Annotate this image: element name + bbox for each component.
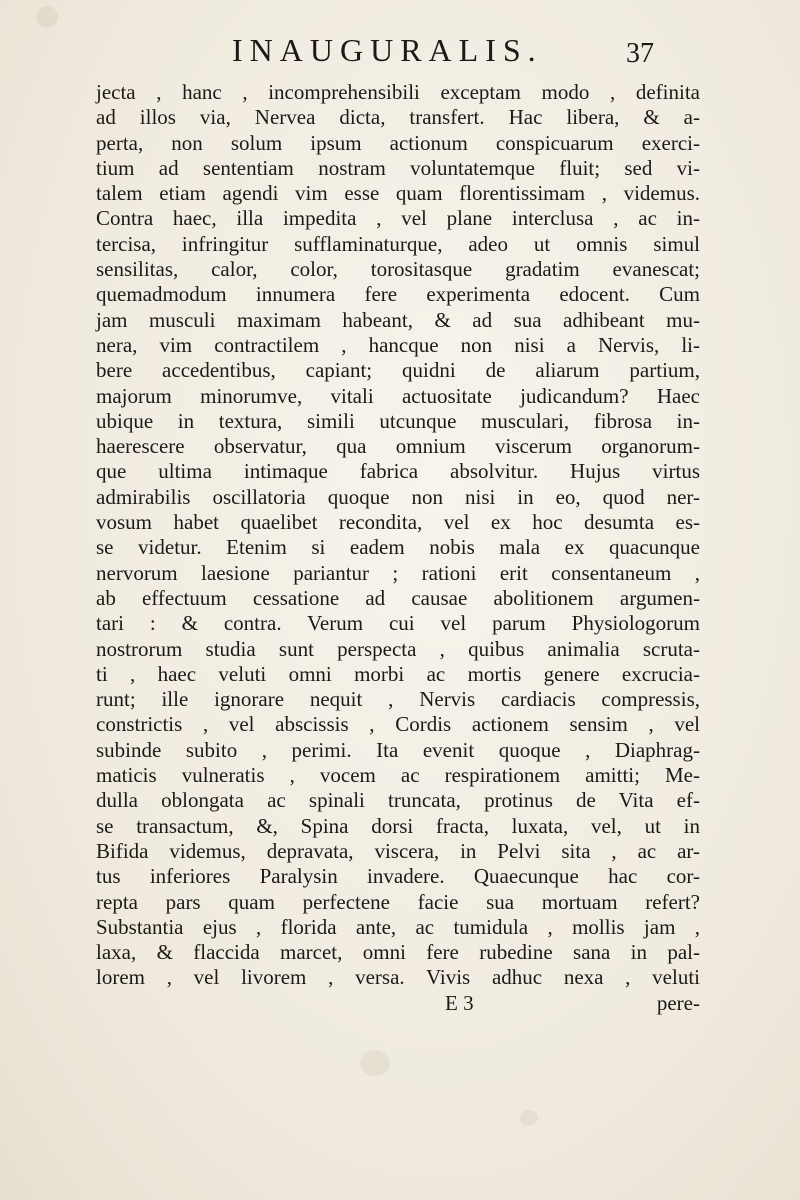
running-title: INAUGURALIS. <box>232 32 543 68</box>
paper-stain <box>360 1050 390 1076</box>
text-line: tari : & contra. Verum cui vel parum Physiologorum <box>96 611 700 636</box>
catchword: pere- <box>656 990 700 1015</box>
paper-stain <box>36 6 58 28</box>
text-line: nervorum laesione pariantur ; rationi erit consentaneum , <box>96 560 700 585</box>
text-line: subinde subito , perimi. Ita evenit quoque , Diaphrag- <box>96 737 700 762</box>
body-text <box>96 80 700 1016</box>
text-line: haerescere observatur, qua omnium viscerum organorum- <box>96 434 700 459</box>
running-head <box>0 30 800 70</box>
text-line: ab effectuum cessatione ad causae abolitionem argumen- <box>96 585 700 610</box>
text-line: dulla oblongata ac spinali truncata, protinus de Vita ef- <box>96 788 700 813</box>
signature-mark: E 3 <box>445 990 474 1015</box>
text-line: que ultima intimaque fabrica absolvitur. Hujus virtus <box>96 459 700 484</box>
text-line: ad illos via, Nervea dicta, transfert. Hac libera, & a- <box>96 105 700 130</box>
text-line: runt; ille ignorare nequit , Nervis cardiacis compressis, <box>96 687 700 712</box>
text-line: tium ad sententiam nostram voluntatemque fluit; sed vi- <box>96 155 700 180</box>
text-line: jam musculi maximam habeant, & ad sua adhibeant mu- <box>96 307 700 332</box>
text-line: jecta , hanc , incomprehensibili exceptam modo , definita <box>96 80 700 104</box>
text-line: quemadmodum innumera fere experimenta edocent. Cum <box>96 282 700 307</box>
text-line: ubique in textura, simili utcunque musculari, fibrosa in- <box>96 408 700 433</box>
text-line: se videtur. Etenim si eadem nobis mala ex quacunque <box>96 535 700 560</box>
text-line: ti , haec veluti omni morbi ac mortis genere excrucia- <box>96 661 700 686</box>
text-line: Contra haec, illa impedita , vel plane interclusa , ac in- <box>96 206 700 231</box>
page-number: 37 <box>626 38 654 69</box>
text-line: se transactum, &, Spina dorsi fracta, luxata, vel, ut in <box>96 813 700 838</box>
text-line: vosum habet quaelibet recondita, vel ex hoc desumta es- <box>96 510 700 535</box>
page-footer-line <box>96 991 700 1016</box>
text-line: nera, vim contractilem , hancque non nisi a Nervis, li- <box>96 332 700 357</box>
text-line: maticis vulneratis , vocem ac respirationem amitti; Me- <box>96 763 700 788</box>
text-line: talem etiam agendi vim esse quam florentissimam , videmus. <box>96 181 700 206</box>
text-line: perta, non solum ipsum actionum conspicuarum exerci- <box>96 130 700 155</box>
text-line: tus inferiores Paralysin invadere. Quaecunque hac cor- <box>96 864 700 889</box>
text-line: majorum minorumve, vitali actuositate judicandum? Haec <box>96 383 700 408</box>
paper-stain <box>520 1110 538 1126</box>
text-line: Bifida videmus, depravata, viscera, in Pelvi sita , ac ar- <box>96 838 700 863</box>
text-line: tercisa, infringitur sufflaminaturque, adeo ut omnis simul <box>96 231 700 256</box>
text-line: bere accedentibus, capiant; quidni de aliarum partium, <box>96 358 700 383</box>
text-line: laxa, & flaccida marcet, omni fere rubedine sana in pal- <box>96 940 700 965</box>
text-line: nostrorum studia sunt perspecta , quibus animalia scruta- <box>96 636 700 661</box>
text-line: constrictis , vel abscissis , Cordis actionem sensim , vel <box>96 712 700 737</box>
text-line: admirabilis oscillatoria quoque non nisi in eo, quod ner- <box>96 484 700 509</box>
text-line: sensilitas, calor, color, torositasque gradatim evanescat; <box>96 257 700 282</box>
text-line: Substantia ejus , florida ante, ac tumidula , mollis jam , <box>96 914 700 939</box>
text-line: lorem , vel livorem , versa. Vivis adhuc nexa , veluti <box>96 965 700 990</box>
text-line: repta pars quam perfectene facie sua mortuam refert? <box>96 889 700 914</box>
